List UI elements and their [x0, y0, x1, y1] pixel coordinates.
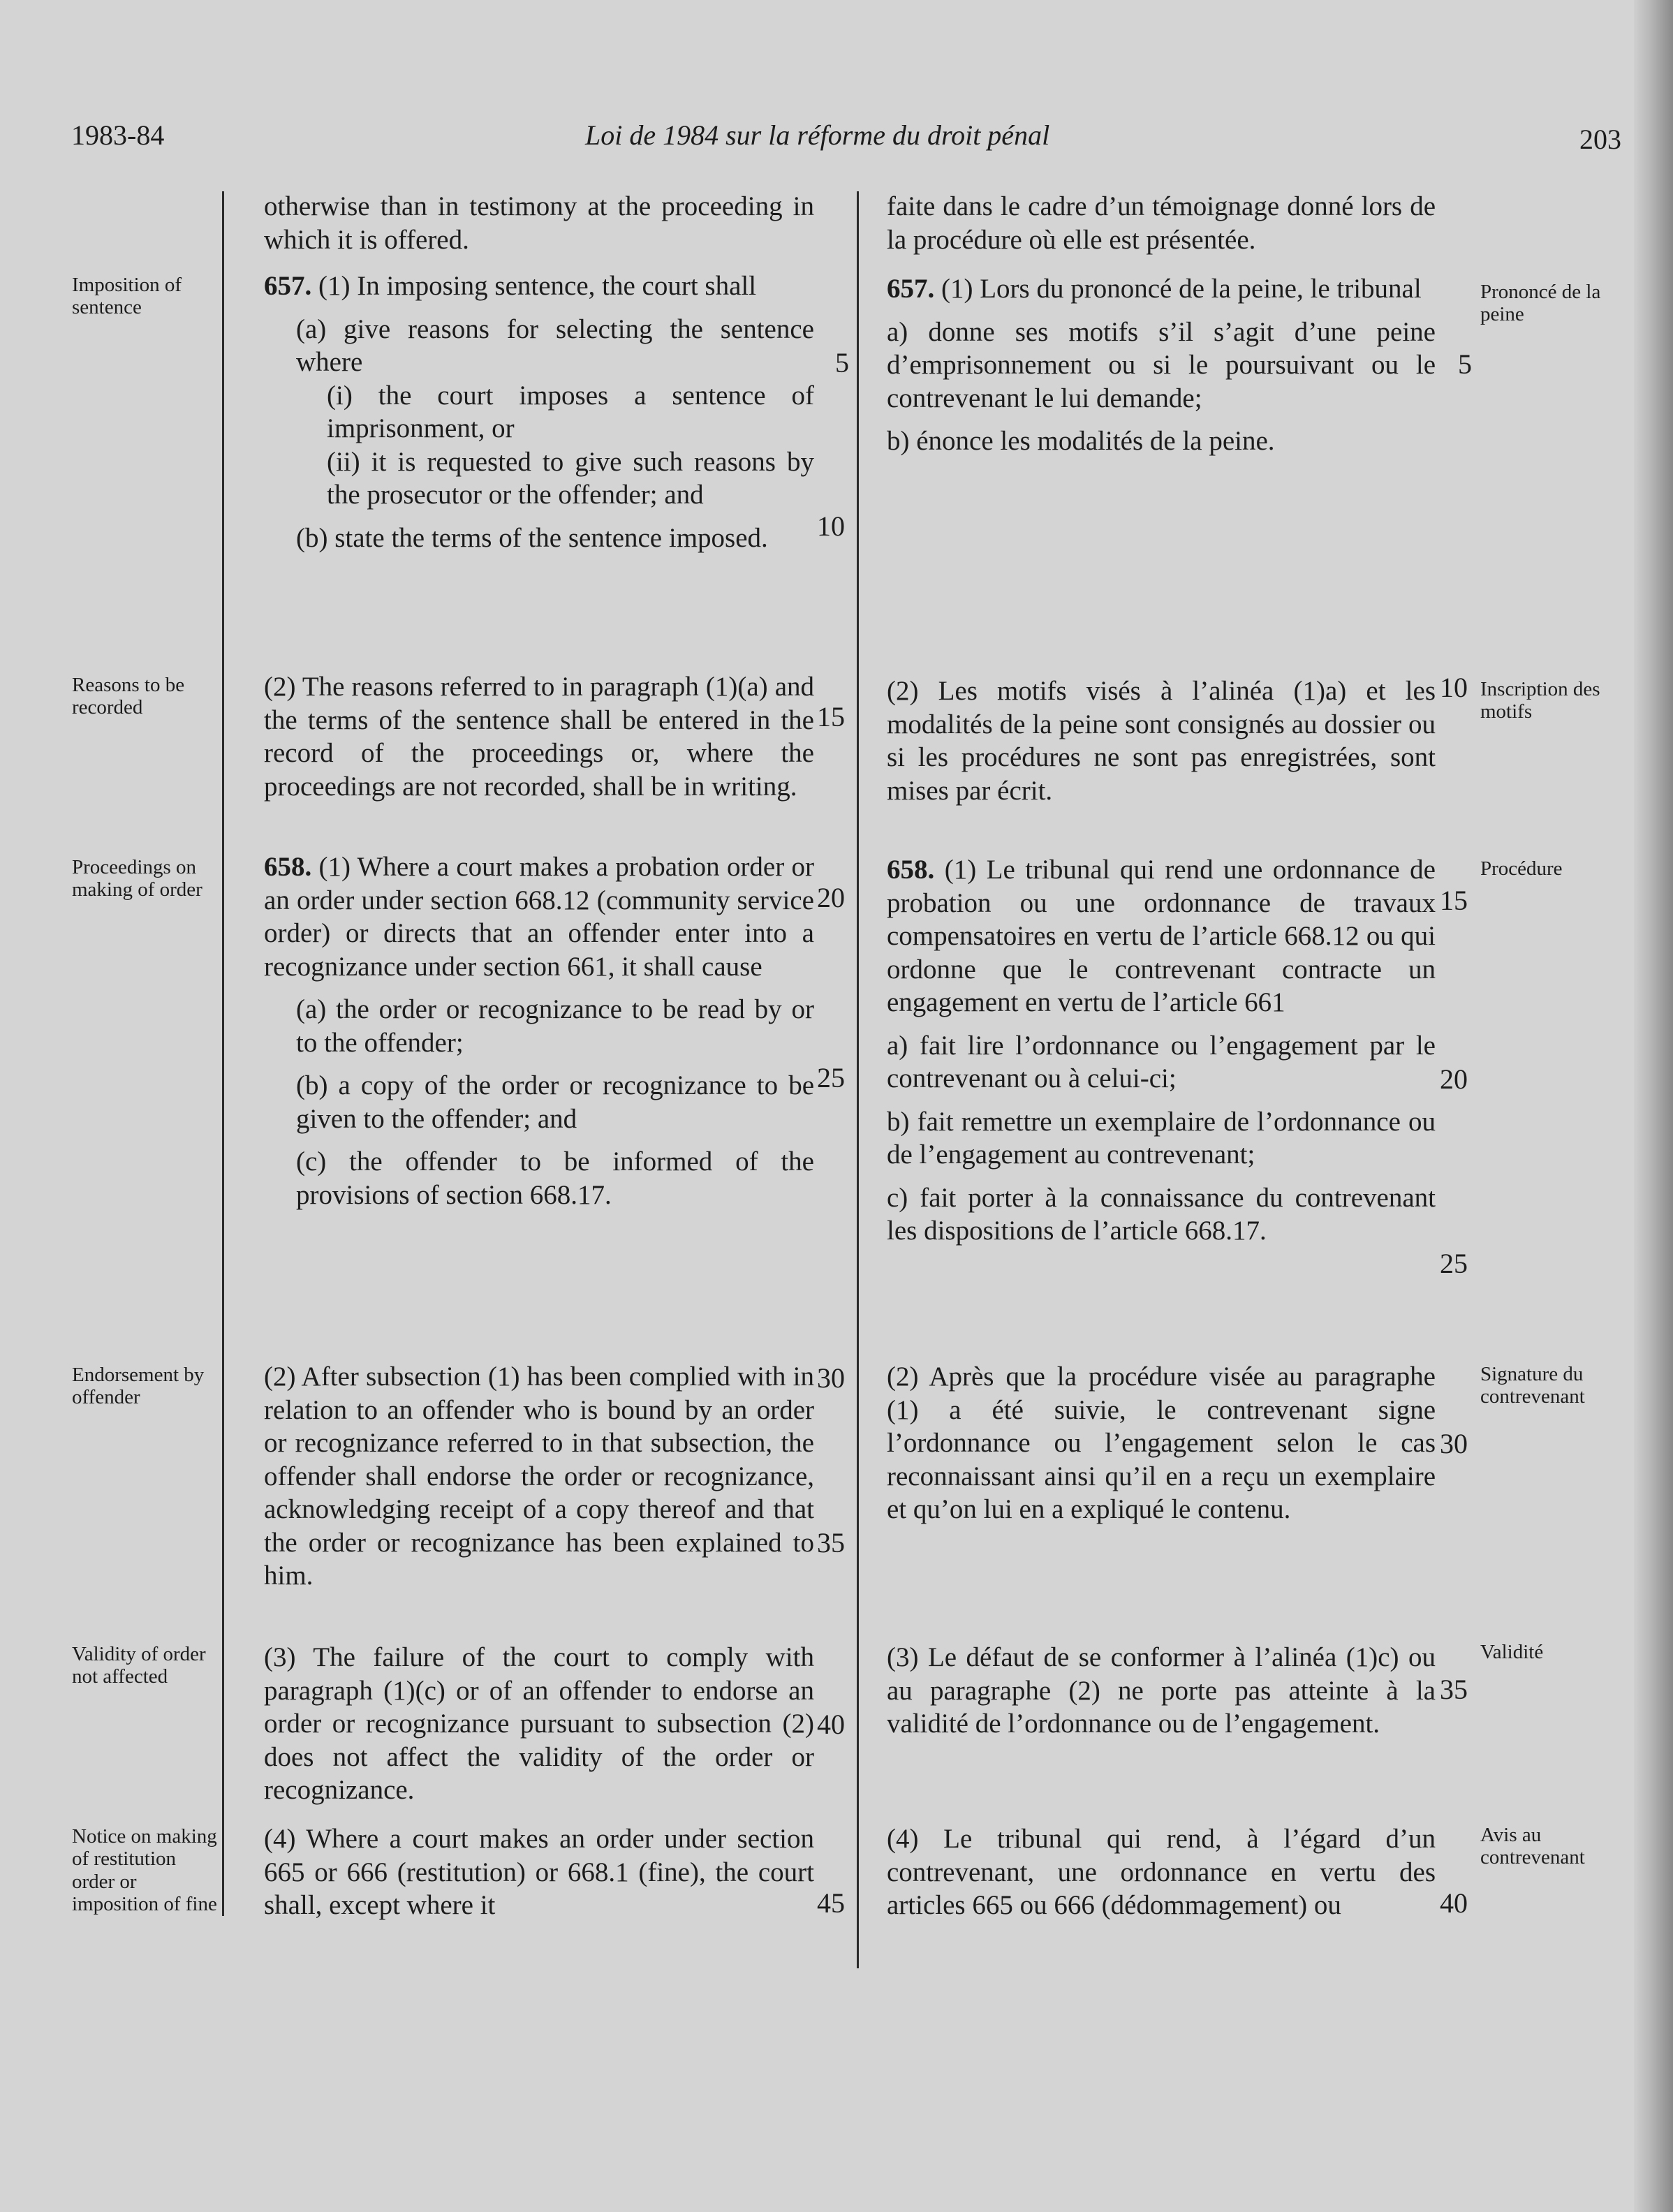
- page-number: 203: [1579, 124, 1621, 155]
- line-number-en: 20: [817, 882, 845, 913]
- fr-subsection-658-4: (4) Le tribunal qui rend, à l’égard d’un contrevenant, une ordonnance en vertu des articles 665 ou 666 (dédommagement) ou: [887, 1824, 1436, 1920]
- en-continuation: otherwise than in testimony at the proceeding in which it is offered.: [264, 191, 814, 255]
- column-divider-rule: [857, 191, 859, 1968]
- margin-note-fr: Signature du contrevenant: [1480, 1363, 1585, 1408]
- fr-subsection-657-2: (2) Les motifs visés à l’alinéa (1)a) et les modalités de la peine sont consignés au dossier ou si les procédures ne sont pas enregistrées, sont mises par écrit.: [887, 676, 1436, 806]
- section-intro: (1) Lors du prononcé de la peine, le tribunal: [934, 274, 1422, 304]
- running-header-year: 1983-84: [71, 119, 165, 151]
- line-number-en: 25: [817, 1062, 845, 1093]
- subparagraph-ii: (ii) it is requested to give such reasons by the prosecutor or the offender; and: [327, 446, 814, 510]
- line-number-fr: 35: [1440, 1674, 1468, 1705]
- section-number: 657.: [264, 271, 312, 301]
- line-number-fr: 20: [1440, 1063, 1468, 1095]
- margin-note-en: Notice on making of restitution order or imposition of fine: [72, 1825, 217, 1916]
- line-number-fr: 5: [1458, 348, 1472, 380]
- margin-note-en: Endorsement by offender: [72, 1364, 205, 1409]
- fr-section-658: [887, 853, 1436, 1258]
- fr-subsection-658-2: (2) Après que la procédure visée au paragraphe (1) a été suivie, le contrevenant signe l’ordonnance ou l’engagement selon le cas reconnaissant ainsi qu’il en a reçu un exemplaire et qu’on lui en a expliqué le contenu.: [887, 1362, 1436, 1524]
- margin-note-en: Imposition of sentence: [72, 274, 182, 319]
- en-subsection-657-2: (2) The reasons referred to in paragraph (1)(a) and the terms of the sentence shall be entered in the record of the proceedings or, where the proceedings are not recorded, shall be in writing.: [264, 672, 814, 802]
- margin-note-fr: Validité: [1480, 1641, 1544, 1663]
- line-number-en: 5: [835, 347, 849, 378]
- fr-subsection-658-3: (3) Le défaut de se conformer à l’alinéa (1)c) ou au paragraphe (2) ne porte pas atteinte à la validité de l’ordonnance ou de l’engagement.: [887, 1642, 1436, 1739]
- line-number-fr: 15: [1440, 885, 1468, 916]
- en-section-658: [264, 850, 814, 1221]
- section-number: 657.: [887, 274, 935, 304]
- line-number-en: 10: [817, 510, 845, 542]
- paragraph-b: (b) state the terms of the sentence imposed.: [296, 522, 768, 553]
- fr-continuation: faite dans le cadre d’un témoignage donné lors de la procédure où elle est présentée.: [887, 191, 1436, 255]
- line-number-en: 30: [817, 1362, 845, 1394]
- margin-note-en: Reasons to be recorded: [72, 674, 185, 719]
- en-subsection-658-4: (4) Where a court makes an order under section 665 or 666 (restitution) or 668.1 (fine), the court shall, except where it: [264, 1824, 814, 1920]
- margin-note-fr: Avis au contrevenant: [1480, 1824, 1585, 1869]
- subparagraph-i: (i) the court imposes a sentence of imprisonment, or: [327, 380, 814, 443]
- line-number-fr: 40: [1440, 1887, 1468, 1919]
- paragraph-c: (c) the offender to be informed of the provisions of section 668.17.: [296, 1146, 814, 1210]
- en-subsection-658-2: (2) After subsection (1) has been complied with in relation to an offender who is bound by an order or recognizance referred to in that subsection, the offender shall endorse the order or recognizance, acknowledging receipt of a copy thereof and that the order or recognizance has been explained to him.: [264, 1362, 814, 1591]
- section-intro: (1) Le tribunal qui rend une ordonnance de probation ou une ordonnance de travaux compensatoires en vertu de l’article 668.12 ou qui ordonne que le contrevenant contracte un engagement en vertu de l’article 661: [887, 855, 1436, 1017]
- section-number: 658.: [264, 852, 312, 882]
- line-number-en: 35: [817, 1527, 845, 1558]
- running-header-title: Loi de 1984 sur la réforme du droit pénal: [585, 119, 1050, 151]
- margin-note-en: Validity of order not affected: [72, 1643, 206, 1688]
- fr-section-657: [887, 272, 1436, 468]
- left-margin-rule: [222, 191, 224, 1916]
- page-edge-shadow: [1634, 0, 1673, 2212]
- margin-note-fr: Prononcé de la peine: [1480, 281, 1601, 326]
- section-intro: (1) In imposing sentence, the court shall: [311, 271, 757, 301]
- margin-note-en: Proceedings on making of order: [72, 856, 202, 901]
- paragraph-a: a) fait lire l’ordonnance ou l’engagement par le contrevenant ou à celui-ci;: [887, 1030, 1436, 1093]
- paragraph-b: b) énonce les modalités de la peine.: [887, 426, 1275, 456]
- line-number-fr: 25: [1440, 1248, 1468, 1279]
- section-number: 658.: [887, 855, 935, 885]
- line-number-fr: 30: [1440, 1428, 1468, 1459]
- en-subsection-658-3: (3) The failure of the court to comply with paragraph (1)(c) or of an offender to endorse an order or recognizance pursuant to subsection (2) does not affect the validity of the order or recognizance.: [264, 1642, 814, 1805]
- margin-note-fr: Inscription des motifs: [1480, 678, 1600, 723]
- paragraph-a: a) donne ses motifs s’il s’agit d’une peine d’emprisonnement ou si le poursuivant ou le contrevenant le lui demande;: [887, 316, 1436, 413]
- en-section-657: [264, 270, 814, 564]
- paragraph-a: (a) the order or recognizance to be read by or to the offender;: [296, 994, 814, 1058]
- line-number-fr: 10: [1440, 672, 1468, 703]
- line-number-en: 45: [817, 1887, 845, 1919]
- line-number-en: 40: [817, 1709, 845, 1740]
- paragraph-a: (a) give reasons for selecting the sentence where: [296, 314, 814, 377]
- section-intro: (1) Where a court makes a probation order or an order under section 668.12 (community service order) or directs that an offender enter into a recognizance under section 661, it shall cause: [264, 852, 814, 982]
- paragraph-b: b) fait remettre un exemplaire de l’ordonnance ou de l’engagement au contrevenant;: [887, 1106, 1436, 1170]
- line-number-en: 15: [817, 701, 845, 732]
- margin-note-fr: Procédure: [1480, 857, 1563, 880]
- paragraph-b: (b) a copy of the order or recognizance to be given to the offender; and: [296, 1070, 814, 1134]
- paragraph-c: c) fait porter à la connaissance du contrevenant les dispositions de l’article 668.17.: [887, 1182, 1436, 1246]
